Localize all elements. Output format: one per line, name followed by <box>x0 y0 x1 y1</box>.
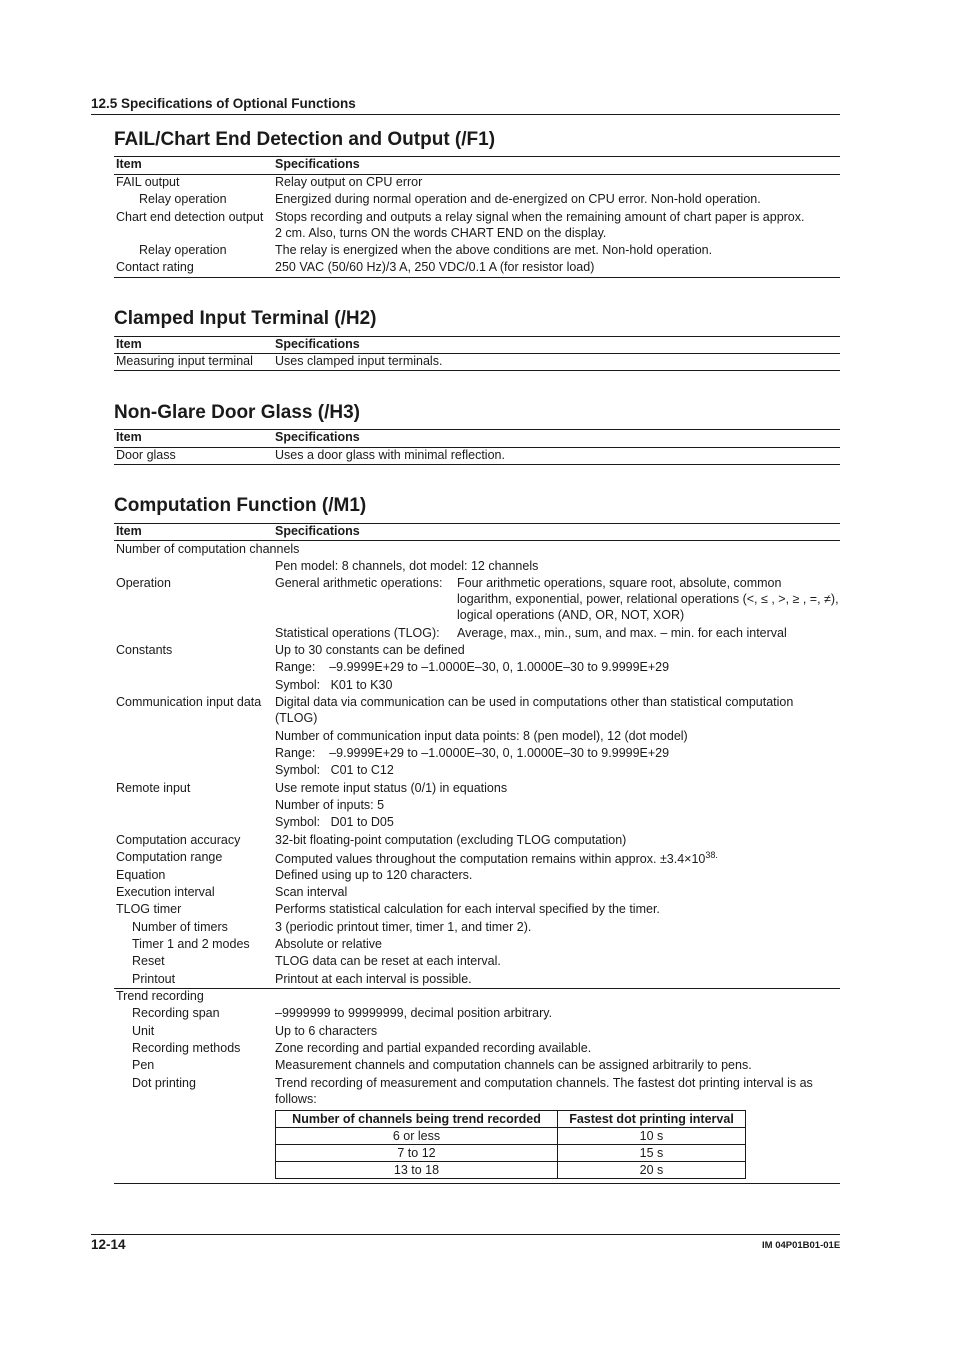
row-spec: Measurement channels and computation channels can be assigned arbitrarily to pens. <box>275 1058 752 1072</box>
dot-table-row <box>276 1128 746 1145</box>
table-row <box>114 885 840 902</box>
section-title-f1: FAIL/Chart End Detection and Output (/F1) <box>114 129 496 150</box>
row-spec: Symbol: D01 to D05 <box>275 815 394 829</box>
header-item: Item <box>116 524 142 538</box>
table-row <box>114 260 840 277</box>
header-spec: Specifications <box>275 430 360 444</box>
dot-table-cell: 7 to 12 <box>276 1145 558 1162</box>
table-row <box>114 448 840 465</box>
section-title-m1: Computation Function (/M1) <box>114 495 367 516</box>
row-spec: Printout at each interval is possible. <box>275 972 472 986</box>
header-rule <box>91 114 840 115</box>
table-row <box>114 850 840 867</box>
row-item: Recording methods <box>132 1041 241 1055</box>
table-row <box>114 1006 840 1023</box>
header-item: Item <box>116 157 142 171</box>
row-item: Door glass <box>116 448 176 462</box>
row-item: Execution interval <box>116 885 215 899</box>
row-item: Number of timers <box>132 920 228 934</box>
row-spec: The relay is energized when the above conditions are met. Non-hold operation. <box>275 243 713 257</box>
row-spec: Number of communication input data points: 8 (pen model), 12 (dot model) <box>275 729 688 743</box>
row-spec: 250 VAC (50/60 Hz)/3 A, 250 VDC/0.1 A (for resistor load) <box>275 260 595 274</box>
row-spec: Uses clamped input terminals. <box>275 354 443 368</box>
table-header-row <box>114 430 840 447</box>
table-row <box>114 1024 840 1041</box>
table-bottom-rule <box>114 370 840 371</box>
table-row <box>114 175 840 192</box>
row-spec: TLOG data can be reset at each interval. <box>275 954 501 968</box>
row-item: Computation accuracy <box>116 833 241 847</box>
footer-rule <box>91 1234 840 1235</box>
table-row <box>114 763 840 780</box>
table-row <box>114 559 840 576</box>
table-row <box>114 626 840 643</box>
table-row <box>114 643 840 660</box>
table-row <box>114 746 840 763</box>
row-spec: Range: –9.9999E+29 to –1.0000E–30, 0, 1.0000E–30 to 9.9999E+29 <box>275 746 670 760</box>
row-item: Recording span <box>132 1006 220 1020</box>
dot-table-header-row <box>276 1111 746 1128</box>
row-item: Contact rating <box>116 260 194 274</box>
table-row <box>114 1058 840 1075</box>
table-row <box>114 902 840 919</box>
table-row <box>114 210 840 227</box>
row-item: Timer 1 and 2 modes <box>132 937 250 951</box>
table-bottom-rule <box>114 464 840 465</box>
row-item: Communication input data <box>116 695 262 709</box>
section-title-h2: Clamped Input Terminal (/H2) <box>114 308 377 329</box>
row-spec: Performs statistical calculation for each interval specified by the timer. <box>275 902 660 916</box>
row-spec-detail: Four arithmetic operations, square root, absolute, common <box>457 576 782 590</box>
row-spec-wrap <box>275 850 718 866</box>
table-row <box>114 354 840 371</box>
row-item: Printout <box>132 972 176 986</box>
row-spec: Relay output on CPU error <box>275 175 423 189</box>
table-row <box>114 781 840 798</box>
table-row <box>114 660 840 677</box>
row-item: Remote input <box>116 781 191 795</box>
row-spec: Up to 30 constants can be defined <box>275 643 465 657</box>
row-spec: General arithmetic operations: <box>275 576 443 590</box>
table-row <box>114 729 840 746</box>
header-item: Item <box>116 337 142 351</box>
row-item: Measuring input terminal <box>116 354 253 368</box>
row-spec: 32-bit floating-point computation (excluding TLOG computation) <box>275 833 627 847</box>
row-spec: Uses a door glass with minimal reflection. <box>275 448 505 462</box>
row-item: FAIL output <box>116 175 180 189</box>
table-row <box>114 972 840 989</box>
row-spec: 2 cm. Also, turns ON the words CHART END on the display. <box>275 226 607 240</box>
dot-table-cell: 20 s <box>558 1162 746 1179</box>
row-item: Number of computation channels <box>116 542 300 556</box>
row-spec: follows: <box>275 1092 317 1106</box>
row-item: Equation <box>116 868 166 882</box>
table-header-row <box>114 337 840 354</box>
dot-table-cell: 6 or less <box>276 1128 558 1145</box>
dot-printing-table <box>275 1110 746 1179</box>
row-spec: Scan interval <box>275 885 348 899</box>
header-item: Item <box>116 430 142 444</box>
dot-table-cell: 15 s <box>558 1145 746 1162</box>
row-spec: Symbol: K01 to K30 <box>275 678 393 692</box>
row-item: Unit <box>132 1024 155 1038</box>
row-spec-detail: logical operations (AND, OR, NOT, XOR) <box>457 608 685 622</box>
dot-table-header: Fastest dot printing interval <box>558 1111 746 1128</box>
row-spec: Up to 6 characters <box>275 1024 378 1038</box>
row-spec: 3 (periodic printout timer, timer 1, and timer 2). <box>275 920 532 934</box>
row-spec-detail: Average, max., min., sum, and max. – min. for each interval <box>457 626 787 640</box>
page-number: 12-14 <box>91 1237 126 1252</box>
table-row <box>114 542 840 559</box>
row-spec-detail: logarithm, exponential, power, relational operations (<, ≤ , >, ≥ , =, ≠), <box>457 592 839 606</box>
row-spec: Stops recording and outputs a relay signal when the remaining amount of chart paper is approx. <box>275 210 805 224</box>
table-row <box>114 576 840 593</box>
row-item: Trend recording <box>116 989 204 1003</box>
section-title-h3: Non-Glare Door Glass (/H3) <box>114 402 360 423</box>
table-row <box>114 592 840 609</box>
header-spec: Specifications <box>275 157 360 171</box>
row-spec: –9999999 to 99999999, decimal position arbitrary. <box>275 1006 553 1020</box>
table-header-row <box>114 157 840 174</box>
row-item: TLOG timer <box>116 902 182 916</box>
row-spec: Use remote input status (0/1) in equations <box>275 781 508 795</box>
running-head: 12.5 Specifications of Optional Functions <box>91 96 356 111</box>
table-row <box>114 226 840 243</box>
table-row <box>114 678 840 695</box>
row-item: Dot printing <box>132 1076 196 1090</box>
table-header-row <box>114 524 840 541</box>
table-row <box>114 920 840 937</box>
row-spec: Digital data via communication can be used in computations other than statistical computation <box>275 695 794 709</box>
table-row <box>114 608 840 625</box>
table-bottom-rule <box>114 277 840 278</box>
row-item: Constants <box>116 643 173 657</box>
row-spec: Trend recording of measurement and computation channels. The fastest dot printing interval is as <box>275 1076 813 1090</box>
table-row <box>114 695 840 712</box>
row-spec: Range: –9.9999E+29 to –1.0000E–30, 0, 1.0000E–30 to 9.9999E+29 <box>275 660 670 674</box>
table-bottom-rule <box>114 1183 840 1184</box>
table-row <box>114 868 840 885</box>
row-spec: Computed values throughout the computation remains within approx. ±3.4×10 <box>275 852 706 867</box>
header-spec: Specifications <box>275 337 360 351</box>
dot-table-cell: 10 s <box>558 1128 746 1145</box>
table-row <box>114 711 840 728</box>
dot-table-header: Number of channels being trend recorded <box>276 1111 558 1128</box>
row-spec: (TLOG) <box>275 711 318 725</box>
dot-table-row <box>276 1145 746 1162</box>
row-item: Computation range <box>116 850 223 864</box>
row-spec: Pen model: 8 channels, dot model: 12 channels <box>275 559 539 573</box>
row-item: Pen <box>132 1058 155 1072</box>
row-spec: Zone recording and partial expanded recording available. <box>275 1041 592 1055</box>
table-row <box>114 192 840 209</box>
row-item: Operation <box>116 576 171 590</box>
table-row <box>114 243 840 260</box>
table-row <box>114 1041 840 1058</box>
row-item: Relay operation <box>139 192 227 206</box>
dot-table-row <box>276 1162 746 1179</box>
row-item: Reset <box>132 954 165 968</box>
row-item: Chart end detection output <box>116 210 264 224</box>
row-spec: Symbol: C01 to C12 <box>275 763 394 777</box>
row-spec: Energized during normal operation and de-energized on CPU error. Non-hold operation. <box>275 192 761 206</box>
row-spec: Defined using up to 120 characters. <box>275 868 473 882</box>
header-bottom-rule <box>114 540 840 541</box>
document-id: IM 04P01B01-01E <box>762 1240 841 1251</box>
row-spec: Number of inputs: 5 <box>275 798 385 812</box>
table-row <box>114 833 840 850</box>
row-spec: Statistical operations (TLOG): <box>275 626 440 640</box>
table-row <box>114 1092 840 1109</box>
table-row <box>114 798 840 815</box>
table-row <box>114 989 840 1006</box>
row-item: Relay operation <box>139 243 227 257</box>
table-row <box>114 815 840 832</box>
table-row <box>114 937 840 954</box>
row-spec: Absolute or relative <box>275 937 383 951</box>
exponent: 38. <box>705 850 718 860</box>
header-spec: Specifications <box>275 524 360 538</box>
dot-table-cell: 13 to 18 <box>276 1162 558 1179</box>
table-row <box>114 954 840 971</box>
table-row <box>114 1076 840 1093</box>
